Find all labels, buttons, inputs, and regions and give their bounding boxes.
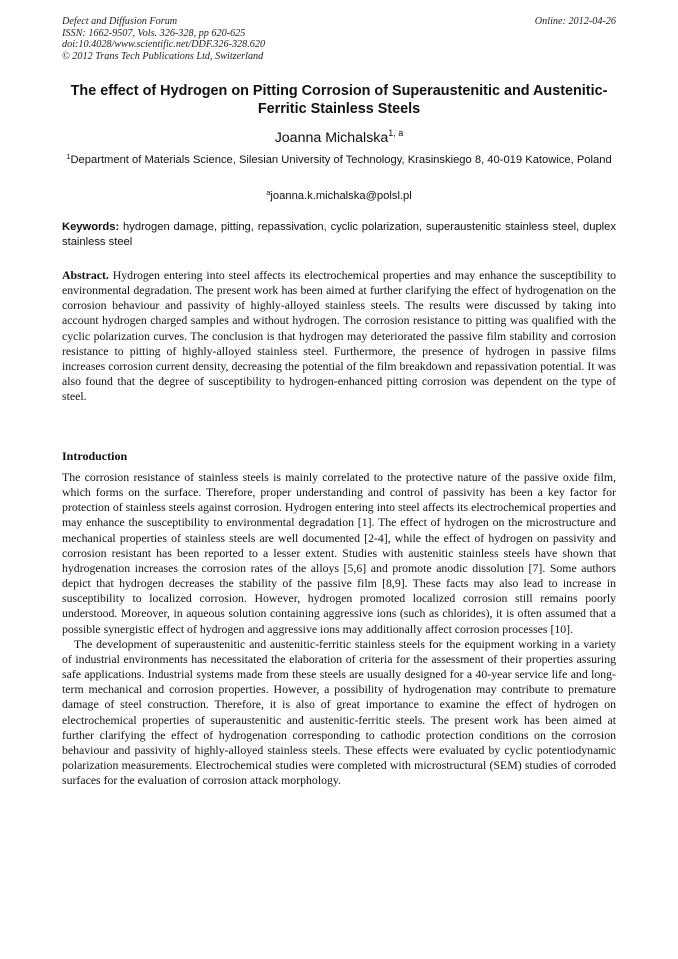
journal-name: Defect and Diffusion Forum (62, 16, 178, 27)
doi-line: doi:10.4028/www.scientific.net/DDF.326-328.620 (62, 39, 266, 51)
introduction-body (62, 470, 616, 788)
introduction-paragraph-1: The corrosion resistance of stainless steels is mainly correlated to the protective nature of the passive oxide film, which forms on the surface. Therefore, proper understanding and control of passivity has been a key factor for protection of stainless steels against corrosion. Hydrogen entering into steel affects its electrochemical properties and may enhance the susceptibility to environmental degradation [1]. The effect of hydrogen on the microstructure and mechanical properties of stainless steels are well documented [2-4], while the effect of hydrogen on passivity and corrosion resistant has been reported to a lesser extent. Studies with austenitic stainless steels have shown that hydrogenation increases the corrosion rates of the alloys [5,6] and promote anodic dissolution [7]. Some authors depict that hydrogen decreases the stability of the passive film [8,9]. These facts may also lead to increase in susceptibility to localized corrosion. However, hydrogen promoted localized corrosion still remains poorly understood. Moreover, in aqueous solution containing aggressive ions (such as chlorides), it is often assumed that a possible synergistic effect of hydrogen and aggressive ions may additionally affect corrosion processes [10]. (62, 470, 616, 636)
affiliation-superscript: 1 (66, 152, 71, 161)
paper-title: The effect of Hydrogen on Pitting Corrosion of Superaustenitic and Austenitic-Ferritic Stainless Steels (70, 83, 608, 117)
email-text: joanna.k.michalska@polsl.pl (270, 190, 412, 202)
journal-header (62, 16, 616, 62)
abstract-text: Hydrogen entering into steel affects its electrochemical properties and may enhance the susceptibility to environmental degradation. The present work has been aimed at further clarifying the effect of hydrogenation on the corrosion behaviour and passivity of highly-alloyed stainless steels. The results were discussed by taking into account hydrogen charged samples and without hydrogen. The corrosion resistance to pitting was qualified with the cyclic polarization curves. The conclusion is that hydrogen may deteriorated the passive film stability and corrosion resistance to pitting of highly-alloyed stainless steel. Furthermore, the presence of hydrogen in passive films increases corrosion current density, decreasing the potential of the film breakdown and repassivation potential. It was also found that the degree of susceptibility to hydrogen-enhanced pitting corrosion was dependent on the type of steel. (62, 268, 616, 404)
author-name: Joanna Michalska (274, 130, 389, 146)
author-superscript: 1, a (388, 128, 404, 138)
author-line (62, 124, 616, 147)
introduction-paragraph-2: The development of superaustenitic and austenitic-ferritic stainless steels for the equipment working in a variety of industrial environments has necessitated the elaboration of criteria for the assessment of their properties assuring safe applications. Industrial systems made from these steels are usually designed for a 40-year service life and long-term mechanical and corrosion properties. However, a possibility of hydrogenation may contribute to premature damage of steel construction. Therefore, it is also of great importance to examine the effect of hydrogen on electrochemical properties of superaustenitic and austenitic-ferritic steels. The present work has been aimed at further clarifying the effect of hydrogenation corresponding to cathodic protection conditions on the corrosion behaviour and passivity of highly-alloyed stainless steels. These effects were evaluated by cyclic potentiodynamic polarization measurements. Electrochemical studies were completed with microstructural (SEM) studies of corroded surfaces for the evaluation of corrosion attack morphology. (62, 636, 616, 788)
affiliation (62, 149, 616, 168)
abstract-label: Abstract. (62, 268, 109, 282)
affiliation-text: Department of Materials Science, Silesian University of Technology, Krasinskiego 8, 40-019 Katowice, Poland (70, 154, 612, 166)
keywords (62, 220, 616, 249)
abstract (62, 268, 616, 404)
keywords-label: Keywords: (62, 221, 120, 233)
keywords-text: hydrogen damage, pitting, repassivation, cyclic polarization, superaustenitic stainless steel, duplex stainless steel (62, 221, 616, 248)
author-email (62, 185, 616, 204)
section-heading-introduction: Introduction (62, 449, 128, 463)
online-date: Online: 2012-04-26 (534, 16, 616, 27)
copyright-line: © 2012 Trans Tech Publications Ltd, Switzerland (62, 50, 264, 62)
email-superscript: a (266, 188, 271, 197)
issn-line: ISSN: 1662-9507, Vols. 326-328, pp 620-625 (62, 27, 246, 39)
